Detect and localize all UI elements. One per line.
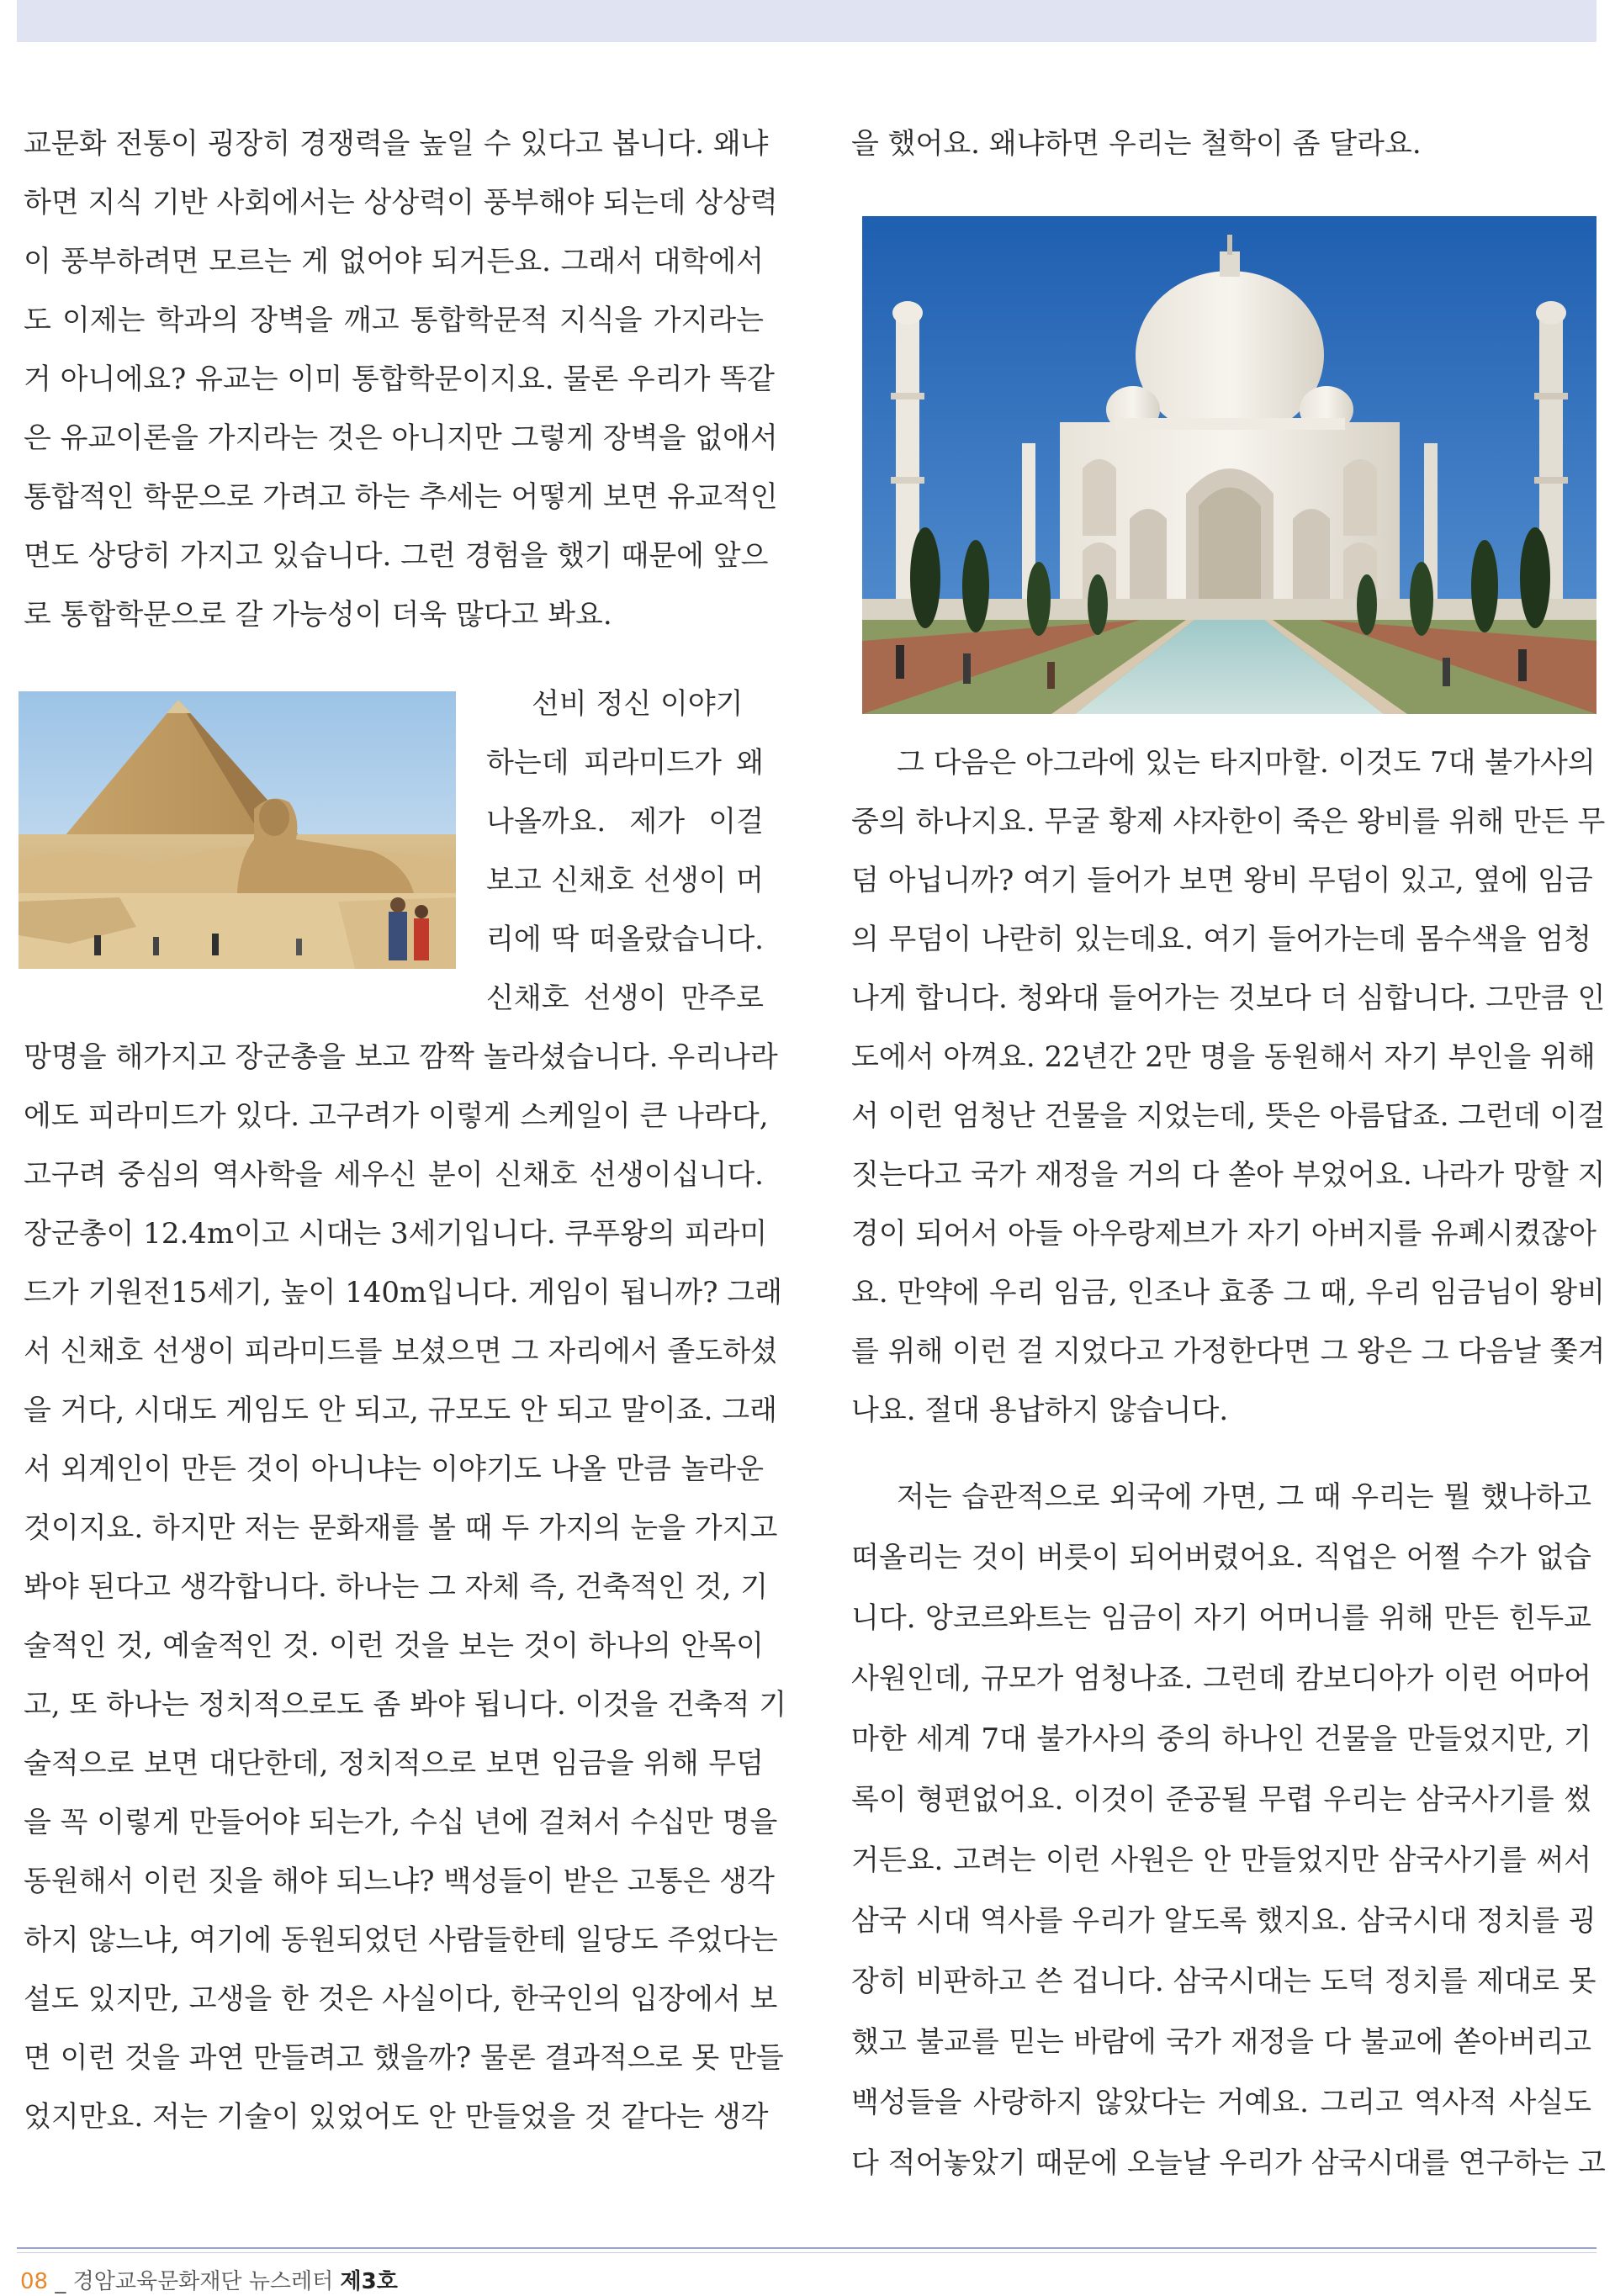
text-line: 면 이런 것을 과연 만들려고 했을까? 물론 결과적으로 못 만들 bbox=[24, 2041, 784, 2075]
text-line: 하지 않느냐, 여기에 동원되었던 사람들한테 일당도 주었다는 bbox=[24, 1923, 778, 1957]
text-line: 나요. 절대 용납하지 않습니다. bbox=[851, 1394, 1229, 1427]
text-line: 를 위해 이런 걸 지었다고 가정한다면 그 왕은 그 다음날 쫓겨 bbox=[851, 1335, 1606, 1368]
text-line: 었지만요. 저는 기술이 있었어도 안 만들었을 것 같다는 생각 bbox=[24, 2100, 769, 2134]
text-line: 그 다음은 아그라에 있는 타지마할. 이것도 7대 불가사의 bbox=[897, 746, 1596, 780]
text-line: 장군총이 12.4m이고 시대는 3세기입니다. 쿠푸왕의 피라미 bbox=[24, 1217, 768, 1251]
text-line: 통합적인 학문으로 가려고 하는 추세는 어떻게 보면 유교적인 bbox=[24, 480, 778, 514]
footer-separator: _ bbox=[48, 2269, 73, 2294]
text-line: 로 통합학문으로 갈 가능성이 더욱 많다고 봐요. bbox=[24, 598, 612, 632]
footer-rule bbox=[17, 2247, 1596, 2249]
text-line: 봐야 된다고 생각합니다. 하나는 그 자체 즉, 건축적인 것, 기 bbox=[24, 1570, 769, 1604]
text-line: 요. 만약에 우리 임금, 인조나 효종 그 때, 우리 임금님이 왕비 bbox=[851, 1276, 1605, 1309]
text-line: 선비 정신 이야기 bbox=[532, 687, 744, 721]
text-line: 을 했어요. 왜냐하면 우리는 철학이 좀 달라요. bbox=[851, 127, 1422, 161]
text-line: 장히 비판하고 쓴 겁니다. 삼국시대는 도덕 정치를 제대로 못 bbox=[851, 1965, 1596, 1998]
text-line: 나올까요. 제가 이걸 bbox=[486, 805, 764, 839]
text-line: 덤 아닙니까? 여기 들어가 보면 왕비 무덤이 있고, 옆에 임금 bbox=[851, 864, 1593, 897]
right-column-middle-text bbox=[851, 733, 1606, 1440]
pyramid-sphinx-photo bbox=[19, 691, 456, 969]
text-line: 하는데 피라미드가 왜 bbox=[486, 746, 764, 780]
text-line: 니다. 앙코르와트는 임금이 자기 어머니를 위해 만든 힌두교 bbox=[851, 1601, 1591, 1635]
text-line: 면도 상당히 가지고 있습니다. 그런 경험을 했기 때문에 앞으 bbox=[24, 539, 769, 573]
text-line: 이 풍부하려면 모르는 게 없어야 되거든요. 그래서 대학에서 bbox=[24, 245, 764, 278]
text-line: 술적으로 보면 대단한데, 정치적으로 보면 임금을 위해 무덤 bbox=[24, 1747, 764, 1780]
text-line: 신채호 선생이 만주로 bbox=[486, 981, 764, 1015]
page-footer bbox=[20, 2264, 398, 2295]
text-line: 서 이런 엄청난 건물을 지었는데, 뜻은 아름답죠. 그런데 이걸 bbox=[851, 1099, 1606, 1133]
taj-mahal-photo bbox=[862, 216, 1596, 714]
text-line: 교문화 전통이 굉장히 경쟁력을 높일 수 있다고 봅니다. 왜냐 bbox=[24, 127, 769, 161]
left-column-bottom-text bbox=[24, 1028, 787, 2146]
text-line: 것이지요. 하지만 저는 문화재를 볼 때 두 가지의 눈을 가지고 bbox=[24, 1511, 778, 1545]
issue-number: 제3호 bbox=[340, 2269, 398, 2294]
footer-rule-thin bbox=[17, 2252, 1596, 2253]
text-line: 고, 또 하나는 정치적으로도 좀 봐야 됩니다. 이것을 건축적 기 bbox=[24, 1688, 787, 1722]
text-line: 도에서 아껴요. 22년간 2만 명을 동원해서 자기 부인을 위해 bbox=[851, 1040, 1596, 1074]
text-line: 다 적어놓았기 때문에 오늘날 우리가 삼국시대를 연구하는 고 bbox=[851, 2146, 1606, 2180]
text-line: 동원해서 이런 짓을 해야 되느냐? 백성들이 받은 고통은 생각 bbox=[24, 1865, 775, 1898]
text-line: 설도 있지만, 고생을 한 것은 사실이다, 한국인의 입장에서 보 bbox=[24, 1982, 778, 2016]
right-column-bottom-text bbox=[851, 1467, 1606, 2193]
right-column-top-text bbox=[851, 114, 1591, 173]
text-line: 했고 불교를 믿는 바람에 국가 재정을 다 불교에 쏟아버리고 bbox=[851, 2025, 1591, 2059]
text-line: 리에 딱 떠올랐습니다. bbox=[486, 923, 764, 956]
text-line: 나게 합니다. 청와대 들어가는 것보다 더 심합니다. 그만큼 인 bbox=[851, 981, 1606, 1015]
text-line: 백성들을 사랑하지 않았다는 거예요. 그리고 역사적 사실도 bbox=[851, 2086, 1591, 2119]
left-column-top-text bbox=[24, 114, 778, 644]
text-line: 경이 되어서 아들 아우랑제브가 자기 아버지를 유폐시켰잖아 bbox=[851, 1217, 1596, 1251]
text-line: 떠올리는 것이 버릇이 되어버렸어요. 직업은 어쩔 수가 없습 bbox=[851, 1541, 1591, 1574]
text-line: 은 유교이론을 가지라는 것은 아니지만 그렇게 장벽을 없애서 bbox=[24, 421, 778, 455]
text-line: 거든요. 고려는 이런 사원은 안 만들었지만 삼국사기를 써서 bbox=[851, 1844, 1591, 1877]
left-column-float-text bbox=[486, 675, 764, 1028]
text-line: 술적인 것, 예술적인 것. 이런 것을 보는 것이 하나의 안목이 bbox=[24, 1629, 764, 1663]
text-line: 거 아니에요? 유교는 이미 통합학문이지요. 물론 우리가 똑같 bbox=[24, 362, 775, 396]
text-line: 록이 형편없어요. 이것이 준공될 무렵 우리는 삼국사기를 썼 bbox=[851, 1783, 1591, 1817]
text-line: 서 신채호 선생이 피라미드를 보셨으면 그 자리에서 졸도하셨 bbox=[24, 1335, 778, 1368]
text-line: 고구려 중심의 역사학을 세우신 분이 신채호 선생이십니다. bbox=[24, 1158, 764, 1192]
page-number: 08 bbox=[20, 2269, 49, 2294]
text-line: 중의 하나지요. 무굴 황제 샤자한이 죽은 왕비를 위해 만든 무 bbox=[851, 805, 1606, 839]
text-line: 마한 세계 7대 불가사의 중의 하나인 건물을 만들었지만, 기 bbox=[851, 1722, 1591, 1756]
text-line: 도 이제는 학과의 장벽을 깨고 통합학문적 지식을 가지라는 bbox=[24, 304, 764, 337]
text-line: 의 무덤이 나란히 있는데요. 여기 들어가는데 몸수색을 엄청 bbox=[851, 923, 1591, 956]
text-line: 하면 지식 기반 사회에서는 상상력이 풍부해야 되는데 상상력 bbox=[24, 186, 778, 220]
text-line: 드가 기원전15세기, 높이 140m입니다. 게임이 됩니까? 그래 bbox=[24, 1276, 782, 1309]
text-line: 삼국 시대 역사를 우리가 알도록 했지요. 삼국시대 정치를 굉 bbox=[851, 1904, 1596, 1938]
text-line: 사원인데, 규모가 엄청나죠. 그런데 캄보디아가 이런 어마어 bbox=[851, 1662, 1591, 1696]
text-line: 을 꼭 이렇게 만들어야 되는가, 수십 년에 걸쳐서 수십만 명을 bbox=[24, 1806, 778, 1839]
text-line: 서 외계인이 만든 것이 아니냐는 이야기도 나올 만큼 놀라운 bbox=[24, 1452, 764, 1486]
top-header-band bbox=[17, 0, 1596, 42]
text-line: 짓는다고 국가 재정을 거의 다 쏟아 부었어요. 나라가 망할 지 bbox=[851, 1158, 1606, 1192]
text-line: 보고 신채호 선생이 머 bbox=[486, 864, 764, 897]
text-line: 망명을 해가지고 장군총을 보고 깜짝 놀라셨습니다. 우리나라 bbox=[24, 1040, 778, 1074]
text-line: 에도 피라미드가 있다. 고구려가 이렇게 스케일이 큰 나라다, bbox=[24, 1099, 769, 1133]
text-line: 을 거다, 시대도 게임도 안 되고, 규모도 안 되고 말이죠. 그래 bbox=[24, 1394, 777, 1427]
text-line: 저는 습관적으로 외국에 가면, 그 때 우리는 뭘 했나하고 bbox=[897, 1480, 1591, 1514]
publication-name: 경암교육문화재단 뉴스레터 bbox=[72, 2269, 341, 2294]
